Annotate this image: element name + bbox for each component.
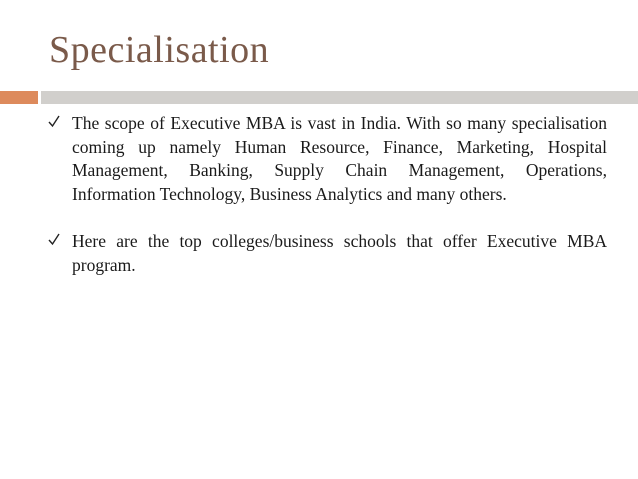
checkmark-icon [48, 232, 60, 248]
bullet-text: Here are the top colleges/business schools that offer Executive MBA program. [72, 231, 607, 275]
accent-bar [0, 91, 38, 104]
bullet-item [47, 230, 607, 277]
slide-title: Specialisation [49, 29, 270, 71]
title-rule [41, 91, 638, 104]
checkmark-icon [48, 114, 60, 130]
bullet-list [47, 112, 607, 302]
bullet-item [47, 112, 607, 206]
bullet-text: The scope of Executive MBA is vast in India. With so many specialisation coming up namely Human Resource, Finance, Marketing, Hospital Management, Banking, Supply Chain Management, Operations, Information Technology, Business Analytics and many others. [72, 113, 607, 204]
